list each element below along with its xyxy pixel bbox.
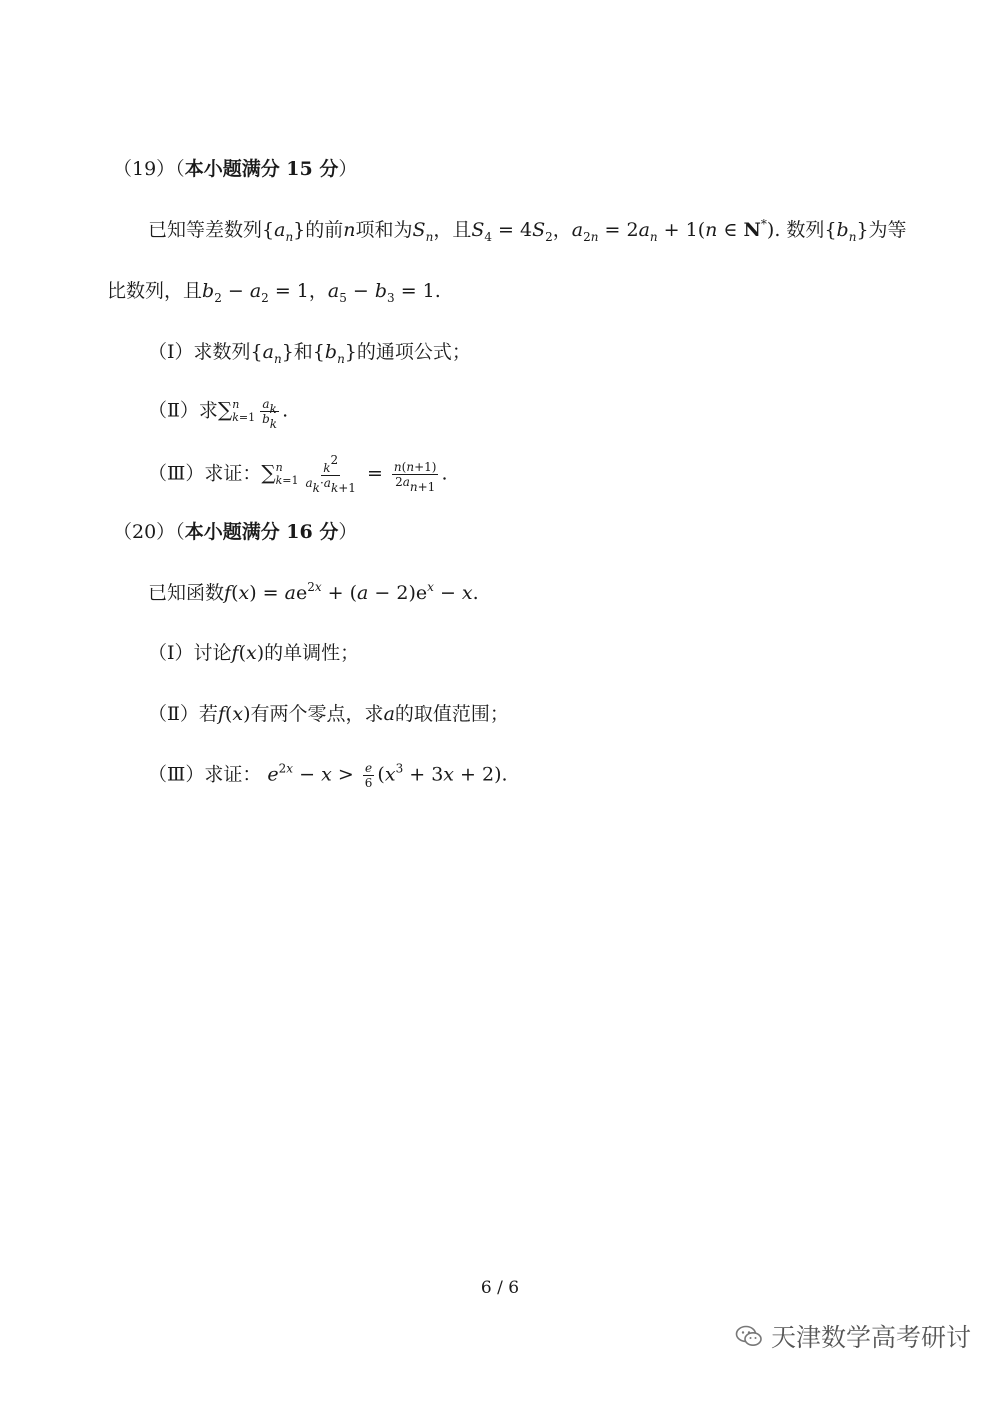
text: ，且 xyxy=(433,219,472,241)
fraction: $\frac{a_k}{b_k}$ xyxy=(262,397,278,431)
text: 求数列 xyxy=(193,341,251,363)
fraction: $\frac{k^2}{a_k\cdot a_{k+1}}$ xyxy=(305,453,356,495)
fraction: $\frac{n(n+1)}{2a_{n+1}}$ xyxy=(393,460,437,494)
text: 已知等差数列 xyxy=(148,219,263,241)
text: 若 xyxy=(198,703,218,725)
q20-part1: （Ⅰ）讨论f(x)的单调性； xyxy=(148,642,360,664)
sum-sign: ∑ xyxy=(217,397,233,422)
sum-sign: ∑ xyxy=(261,460,276,485)
q19-number: （19）（ xyxy=(113,158,185,180)
q20-heading xyxy=(113,523,357,542)
text: 讨论 xyxy=(193,642,232,664)
text: 求证： xyxy=(204,462,262,485)
q19-stem-line1: 已知等差数列$\{a_n\}$的前n项和为$S_n$，且$S_4 = 4S_2$，$a_{2n} = 2a_n + 1(n$ ∈ N*). 数列$\{b_n\}$为等 xyxy=(148,217,907,244)
text: 为等 xyxy=(868,219,907,241)
wechat-icon xyxy=(735,1324,763,1348)
part-label: （Ⅱ） xyxy=(148,703,199,725)
q20-part2: （Ⅱ）若f(x)有两个零点，求a的取值范围； xyxy=(148,703,509,725)
watermark xyxy=(735,1318,971,1354)
q19-score: 本小题满分 15 分 xyxy=(184,158,339,180)
fraction: $\frac{e}{6}$ xyxy=(364,761,373,790)
text: 比数列，且 xyxy=(107,280,203,302)
page-number: 6 / 6 xyxy=(480,1278,520,1298)
sum-limits: n k=1 xyxy=(232,398,256,424)
q20-score: 本小题满分 16 分 xyxy=(184,521,339,543)
text: 有两个零点，求 xyxy=(250,703,384,725)
text: 求证： xyxy=(204,763,262,786)
text: 已知函数 xyxy=(148,582,225,604)
q19-heading xyxy=(113,160,357,179)
part-label: （Ⅱ） xyxy=(148,399,199,422)
text: 和 xyxy=(293,341,313,363)
text: 数列 xyxy=(786,219,825,241)
text: 项和为 xyxy=(355,219,413,241)
text: 的取值范围； xyxy=(394,703,509,725)
q19-close: ） xyxy=(338,158,358,180)
q19-part2: （Ⅱ）求∑ n k=1 $\frac{a_k}{b_k}$ . xyxy=(148,397,289,431)
text: 的单调性； xyxy=(264,642,360,664)
text: 的前 xyxy=(305,219,344,241)
part-label: （Ⅰ） xyxy=(148,341,194,363)
q19-stem-line2: 比数列，且$b_2 - a_2 = 1$，$a_5 - b_3 = 1$. xyxy=(107,280,441,305)
q19-part1: （Ⅰ）求数列$\{a_n\}$和$\{b_n\}$的通项公式； xyxy=(148,341,471,366)
q20-close: ） xyxy=(338,521,358,543)
part-label: （Ⅲ） xyxy=(148,462,205,485)
q19-part3: （Ⅲ）求证：∑ n k=1 $\frac{k^2}{a_k\cdot a_{k+1}}$ = $\frac{n(n+1)}{2a_{n+1}}$ . xyxy=(148,453,448,495)
part-label: （Ⅲ） xyxy=(148,763,205,786)
sum-limits: n k=1 xyxy=(275,461,299,487)
q20-number: （20）（ xyxy=(113,521,185,543)
watermark-text: 天津数学高考研讨 xyxy=(771,1323,972,1352)
text: 的通项公式； xyxy=(356,341,471,363)
text: 求 xyxy=(198,399,218,422)
part-label: （Ⅰ） xyxy=(148,642,194,664)
q20-part3: （Ⅲ）求证： $e^{2x} - x$ > $\frac{e}{6}$ $(x^3 + 3x + 2)$. xyxy=(148,761,508,790)
q20-stem: 已知函数$f(x) = ae^{2x} + (a - 2)e^x - x$. xyxy=(148,580,479,604)
